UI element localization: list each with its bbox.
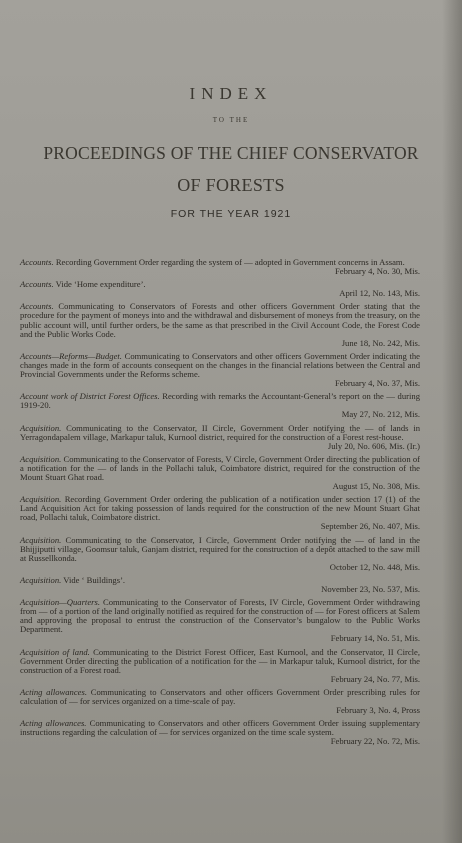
entry-heading: Acquisition. — [20, 422, 62, 433]
index-entry — [20, 352, 420, 388]
entry-text: Communicating to the District Forest Officer, East Kurnool, and the Conservator, II Circle, Government Order directing the publication of a notification for the — in Markapur taluk, Kurnool district, for the construction of a Forest road. — [20, 646, 420, 675]
entry-reference: June 18, No. 242, Mis. — [341, 337, 420, 348]
entry-text: Recording Government Order ordering the publication of a notification under section 17 (1) of the Land Acquisition Act for taking possession of lands required for the construction of the new Mount Stuart Ghat road, Pollachi taluk, Coimbatore district. — [20, 494, 420, 523]
entry-heading: Acquisition. — [20, 494, 62, 505]
entry-text: Communicating to Conservators and other officers Government Order prescribing rules for calculation of — for services organized on a time-scale of pay. — [20, 686, 420, 707]
entry-heading: Acquisition. — [20, 574, 62, 585]
index-entry — [20, 495, 420, 531]
entry-text: Recording with remarks the Accountant-General’s report on the — during 1919-20. — [20, 391, 420, 411]
entry-text: Communicating to Conservators of Forests and other officers Government Order stating that the procedure for the payment of moneys into and the withdrawal and disbursement of moneys from the treasury, on the public account will, until further orders, be the same as that prescribed in the Civil Account Code, the Forest Code and the Public Works Code. — [20, 301, 420, 339]
entry-reference: February 4, No. 30, Mis. — [335, 266, 420, 277]
index-entry — [20, 302, 420, 347]
title-line-2: OF FORESTS — [177, 175, 285, 195]
entry-heading: Account work of District Forest Offices. — [20, 391, 160, 402]
entry-text: Communicating to the Conservator of Forests, V Circle, Government Order directing the publication of a notification for the — of lands in the Pollachi taluk, Coimbatore district, required for the construction of the Mount Stuart Ghat road. — [20, 453, 420, 482]
entry-text: Vide ‘Home expenditure’. — [55, 279, 146, 290]
entry-text: Recording Government Order regarding the system of — adopted in Government concerns in Assam. — [55, 257, 405, 267]
index-entry — [20, 280, 420, 298]
index-entry — [20, 455, 420, 491]
entry-reference: February 3, No. 4, Pross — [336, 705, 420, 716]
index-entry — [20, 424, 420, 451]
index-entry — [20, 536, 420, 572]
title-line-1: PROCEEDINGS OF THE CHIEF CONSERVATOR — [43, 143, 419, 163]
entry-reference: February 4, No. 37, Mis. — [335, 378, 420, 389]
entry-reference: April 12, No. 143, Mis. — [339, 288, 420, 299]
entry-reference: September 26, No. 407, Mis. — [320, 521, 420, 532]
entry-reference: February 22, No. 72, Mis. — [330, 736, 420, 747]
entry-reference: February 14, No. 51, Mis. — [330, 633, 420, 644]
index-entry — [20, 598, 420, 643]
index-entry — [20, 648, 420, 684]
entry-reference: November 23, No. 537, Mis. — [321, 584, 420, 594]
entry-heading: Accounts. — [20, 279, 54, 290]
index-entry — [20, 688, 420, 715]
entry-heading: Accounts. — [20, 301, 54, 312]
index-entries — [20, 258, 420, 751]
entry-heading: Accounts. — [20, 257, 54, 267]
entry-heading: Acquisition. — [20, 453, 62, 464]
index-entry — [20, 719, 420, 746]
entry-text: Communicating to Conservators and other officers Government Order indicating the changes made in the form of accounts consequent on the changes in the financial relations between the Central and Provincial Governments under the Reforms scheme. — [20, 350, 420, 380]
entry-reference: August 15, No. 308, Mis. — [332, 481, 420, 492]
to-the-label: TO THE — [212, 116, 250, 124]
entry-text: Communicating to the Conservator, II Circle, Government Order notifying the — of lands in Yerragondapalem village, Markapur taluk, Kurnool district, required for the construction of a Forest rest-house. — [20, 422, 421, 442]
entry-text: Vide ‘ Buildings’. — [63, 574, 126, 585]
index-entry — [20, 258, 420, 276]
page-edge-shadow — [442, 0, 462, 843]
entry-heading: Acquisition. — [20, 534, 62, 545]
entry-heading: Acting allowances. — [20, 718, 87, 729]
entry-heading: Acting allowances. — [20, 686, 87, 697]
index-entry — [20, 576, 420, 594]
entry-reference: October 12, No. 448, Mis. — [329, 561, 420, 572]
entry-text: Communicating to the Conservator, I Circle, Government Order notifying the — of land in the Bhijjiputti village, Goomsur taluk, Ganjam district, required for the construction of a depôt attached to the saw mill at Russellkonda. — [20, 534, 420, 563]
entry-text: Communicating to Conservators and other officers Government Order issuing supplementary instructions regarding the calculation of — for services organized on the time scale system. — [20, 718, 420, 738]
entry-reference: July 20, No. 606, Mis. (Ir.) — [327, 440, 420, 451]
entry-heading: Acquisition of land. — [20, 646, 90, 657]
entry-reference: February 24, No. 77, Mis. — [330, 673, 420, 684]
index-title: INDEX — [189, 84, 273, 103]
entry-heading: Acquisition—Quarters. — [20, 597, 100, 608]
entry-heading: Accounts—Reforms—Budget. — [20, 350, 122, 361]
entry-text: Communicating to the Conservator of Forests, IV Circle, Government Order withdrawing from — of a portion of the land originally notified as required for the construction of — for Forest officers at Salem and approving the proposal to entrust the construction of the Conservator’s bungalow to the Public Works Department. — [20, 597, 420, 635]
entry-reference: May 27, No. 212, Mis. — [341, 409, 420, 420]
year-line: FOR THE YEAR 1921 — [170, 208, 292, 220]
index-entry — [20, 392, 420, 419]
